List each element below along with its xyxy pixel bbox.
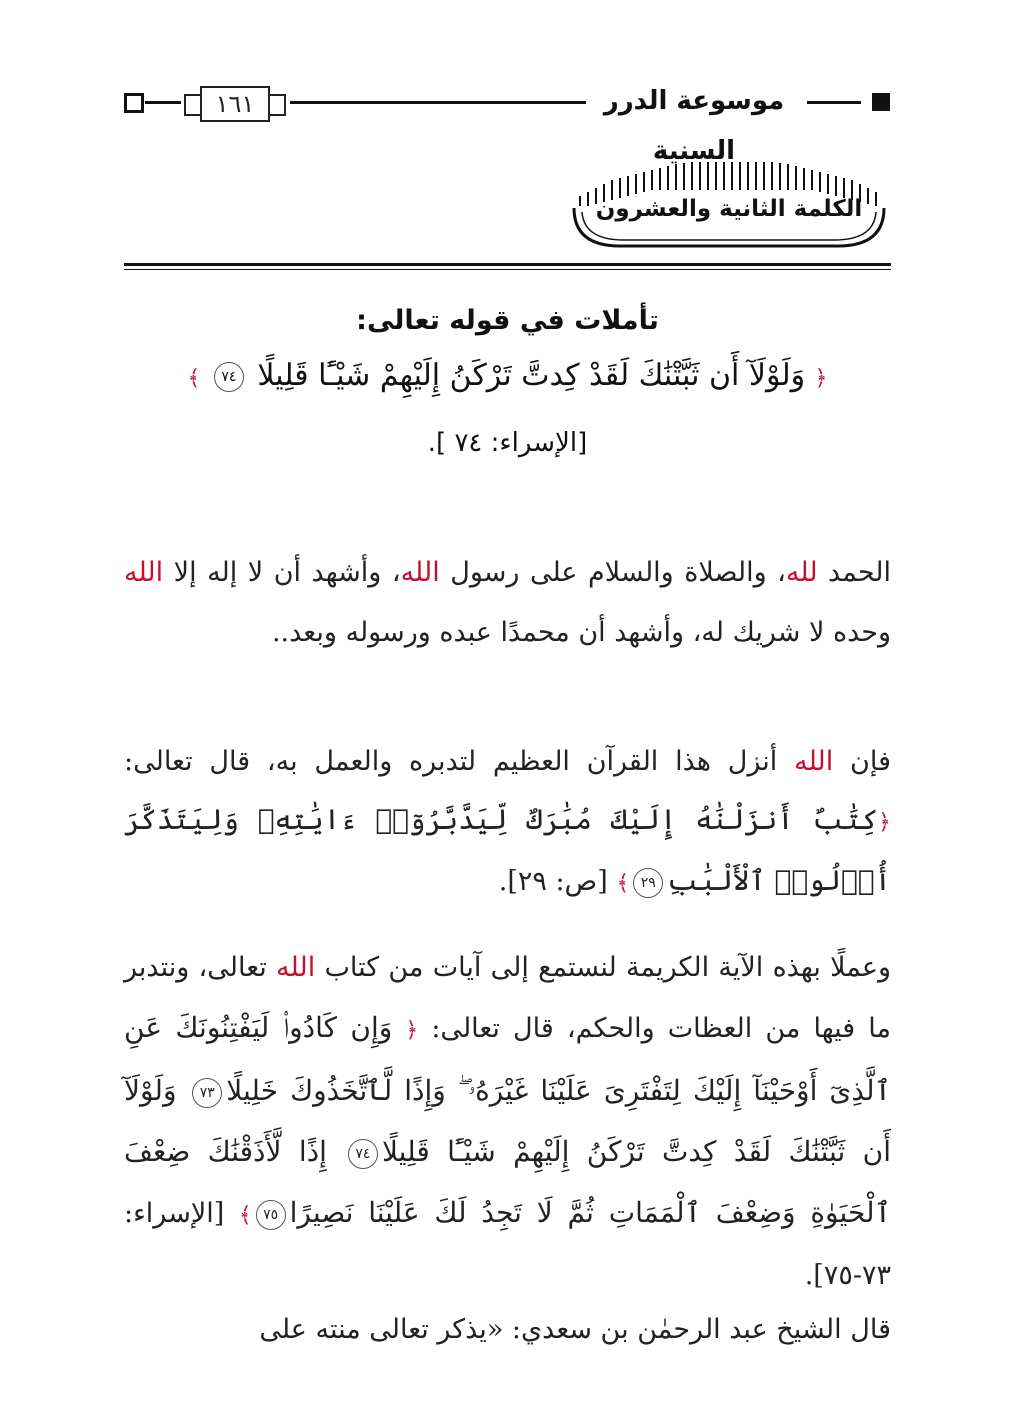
verse-close-bracket: ﴾ [616, 871, 630, 896]
chapter-title: الكلمة الثانية والعشرون [595, 196, 863, 222]
header-line-right [807, 101, 861, 104]
section-heading: تأملات في قوله تعالى: [356, 305, 659, 336]
header-square-filled [872, 93, 890, 111]
page-number: ١٦١ [200, 86, 270, 122]
paragraph-commentary: قال الشيخ عبد الرحمٰن بن سعدي: «يذكر تعالى منته على [259, 1314, 891, 1345]
text-run: أنزل هذا القرآن العظيم لتدبره والعمل به، قال تعالى: [124, 746, 795, 777]
featured-verse [124, 358, 891, 393]
text-run: ، وأشهد أن لا إله إلا [163, 557, 401, 588]
text-run: وعملًا بهذه الآية الكريمة لنستمع إلى آيات من كتاب [315, 952, 891, 983]
verse-text: وَلَوْلَآ أَن ثَبَّتْنَٰكَ لَقَدْ كِدتَّ تَرْكَنُ إِلَيْهِمْ شَيْـًٔا قَلِيلًا [257, 358, 806, 393]
divine-name: الله [400, 557, 440, 588]
divine-name: لله [785, 557, 818, 588]
verse-close-bracket: ﴾ [187, 366, 201, 391]
verse-text: كِتَٰبٌ أَنزَلْنَٰهُ إِلَيْكَ مُبَٰرَكٌ لِّيَدَّبَّرُوٓا۟ ءَايَٰتِهِۦ وَلِيَتَذَكَّرَ أُو۟لُوا۟ ٱلْأَلْبَٰبِ [124, 803, 891, 897]
header-square-open [124, 93, 144, 113]
verse-reference: [الإسراء: ٧٣-٧٥]. [124, 1198, 891, 1291]
divider-thick [124, 263, 891, 266]
verse-text: وَلَوْلَآ أَن ثَبَّتْنَٰكَ لَقَدْ كِدتَّ تَرْكَنُ إِلَيْهِمْ شَيْـًٔا قَلِيلًا [124, 1074, 891, 1168]
verse-open-bracket: ﴿ [878, 810, 891, 835]
text-run: فإن [833, 746, 891, 777]
header-line-left [145, 101, 181, 104]
verse-close-bracket: ﴾ [238, 1203, 252, 1228]
book-title: موسوعة الدرر السنية [603, 86, 785, 166]
verse-reference: [ص: ٢٩]. [498, 866, 608, 897]
text-run: تعالى، ونتدبر ما فيها من العظات والحكم، قال تعالى: [124, 952, 891, 1044]
divider-thin [124, 269, 891, 270]
paragraph-intro [124, 543, 891, 663]
text-run: الحمد [817, 557, 891, 588]
divine-name: الله [276, 952, 316, 983]
text-run: وحده لا شريك له، وأشهد أن محمدًا عبده ورسوله وبعد.. [271, 617, 891, 648]
verse-open-bracket: ﴿ [814, 366, 828, 391]
paragraph-verses [124, 938, 891, 1306]
verse-number: ٢٩ [633, 868, 663, 898]
header-line-middle [290, 101, 586, 104]
paragraph-quran-purpose [124, 733, 891, 913]
text-run: ، والصلاة والسلام على رسول [439, 557, 786, 588]
divine-name: الله [124, 557, 164, 588]
verse-number: ٧٤ [348, 1139, 378, 1169]
verse-number: ٧٤ [214, 362, 244, 392]
verse-open-bracket: ﴿ [405, 1018, 419, 1043]
verse-number: ٧٣ [192, 1078, 222, 1108]
divine-name: الله [794, 746, 834, 777]
verse-text: وَإِن كَادُوا۟ لَيَفْتِنُونَكَ عَنِ ٱلَّذِىٓ أَوْحَيْنَآ إِلَيْكَ لِتَفْتَرِىَ عَلَيْنَا غَيْرَهُۥ ۖ وَإِذًا لَّٱتَّخَذُوكَ خَلِيلًا [124, 1011, 891, 1107]
verse-reference: [الإسراء: ٧٤ ]. [427, 428, 588, 458]
verse-number: ٧٥ [256, 1200, 286, 1230]
verse-text: إِذًا لَّأَذَقْنَٰكَ ضِعْفَ ٱلْحَيَوٰةِ وَضِعْفَ ٱلْمَمَاتِ ثُمَّ لَا تَجِدُ لَكَ عَلَيْنَا نَصِيرًا [124, 1135, 891, 1229]
